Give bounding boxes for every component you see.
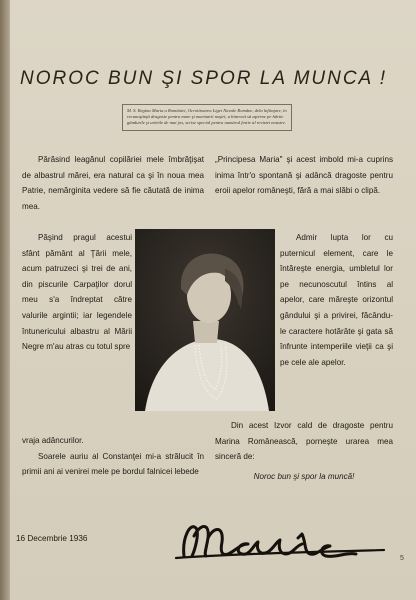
paragraph: Din acest Izvor cald de dragoste pentru Marina Românească, pornește urarea mea sinceră de: <box>215 421 393 462</box>
left-column-end <box>22 433 204 480</box>
dedication-text: M. S. Regina Maria a României, Ocrotitoarea Ligei Navale Române, dela înfiinţare, în recunoştinţă dragoste pentru mare şi marinarii noştri, a binevoit să aşterne pe hârtie gândurile şi urările de mai jos, scrise special pentru numărul festiv al revistei noastre. <box>127 108 287 126</box>
paragraph: Păşind pragul acestui sfânt pământ al Ţării mele, acum patruzeci şi trei de ani, din piscurile Carpaţilor dorul meu s'a îndreptat către valurile argintii; iar legendele întunericului albastru al Mării Negre m'au atras cu totul spre <box>22 233 132 352</box>
paragraph: Admir lupta lor cu puternicul element, care le întăreşte energia, umbletul lor pe necunoscutul întins al apelor, care măreşte orizontul gândului şi a privirei, făcându-le caractere hotărâte şi gata să înfrunte intemperiile vieţii ca şi pe cele ale apelor. <box>280 233 393 367</box>
signature-image <box>170 508 390 568</box>
portrait-photo <box>135 229 275 411</box>
paragraph: „Principesa Maria" şi acest imbold mi-a cuprins inima într'o spontană şi adâncă dragoste pentru eroii apelor româneşti, fără a mai slăbi o clipă. <box>215 155 393 196</box>
paragraph: Părăsind leagănul copilăriei mele îmbrăţişat de albastrul mărei, era natural ca şi în noua mea Patrie, nemărginita vedere să fie căutată de inima mea. <box>22 155 204 211</box>
portrait-image <box>135 229 275 411</box>
paragraph: Soarele auriu al Constanţei mi-a strălucit în primii ani ai venirei mele pe bordul falnicei lebede <box>22 451 204 477</box>
article-title: NOROC BUN ŞI SPOR LA MUNCA ! <box>20 68 388 89</box>
paragraph: vraja adâncurilor. <box>22 436 84 445</box>
page-number: 5 <box>400 555 404 562</box>
right-column-narrow <box>280 230 393 370</box>
date-line: 16 Decembrie 1936 <box>16 534 88 543</box>
book-spine <box>0 0 10 600</box>
dedication-box <box>122 104 292 131</box>
left-column-intro <box>22 152 204 214</box>
closing-wish: Noroc bun şi spor la muncă! <box>253 471 355 481</box>
right-column-end <box>215 418 393 484</box>
right-column-intro <box>215 152 393 199</box>
left-column-narrow <box>22 230 132 355</box>
